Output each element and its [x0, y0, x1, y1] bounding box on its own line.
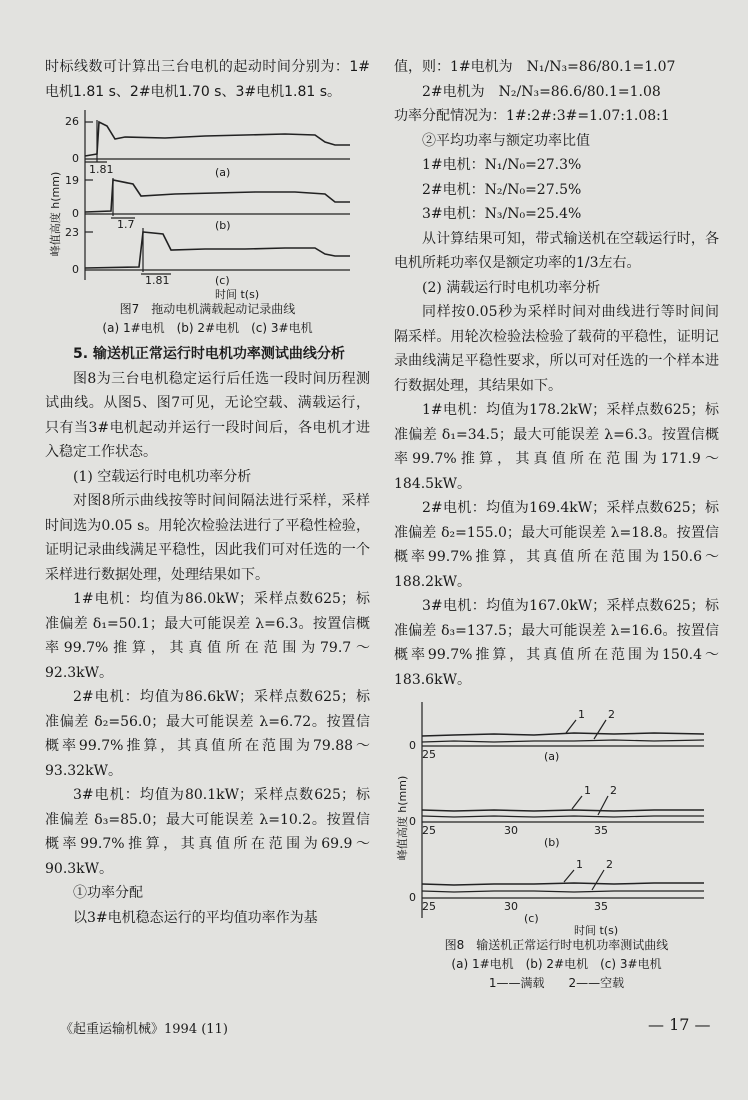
- paragraph: 同样按0.05秒为采样时间对曲线进行等时间间隔采样。用轮次检验法检验了载荷的平稳性，证明记录曲线满足平稳性要求，所以可对任选的一个样本进行数据处理，其结果如下。: [394, 304, 719, 394]
- paragraph: 2#电机：均值为169.4kW；采样点数625；标准偏差 δ₂=155.0；最大可能误差 λ=18.8。按置信概率99.7%推算，其真值所在范围为150.6～188.2kW。: [394, 500, 719, 590]
- curve-label: 1: [584, 784, 591, 797]
- figure-8-xlabel: 时间 t(s): [574, 924, 619, 936]
- tick-label: 23: [65, 226, 79, 239]
- tick-label: 19: [65, 174, 79, 187]
- page-number: — 17 —: [648, 1015, 711, 1034]
- time-mark-label: 1.81: [145, 274, 170, 287]
- tick-label: 25: [422, 900, 436, 913]
- subplot-label: (b): [544, 836, 560, 849]
- figure-8-subcaption: (a) 1#电机 (b) 2#电机 (c) 3#电机: [451, 957, 662, 971]
- subplot-label: (b): [215, 219, 231, 232]
- figure-7-chart: [45, 104, 370, 300]
- subplot-label: (a): [215, 166, 231, 179]
- paragraph: 3#电机：均值为167.0kW；采样点数625；标准偏差 δ₃=137.5；最大可能误差 λ=16.6。按置信概率99.7%推算，其真值所在范围为150.4～183.6kW。: [394, 598, 719, 688]
- tick-label: 0: [72, 152, 79, 165]
- tick-label: 25: [422, 748, 436, 761]
- subsection-heading: ①功率分配: [73, 885, 143, 901]
- curve-label: 2: [606, 858, 613, 871]
- tick-label: 35: [594, 900, 608, 913]
- time-mark-label: 1.81: [89, 163, 114, 176]
- paragraph: 3#电机：均值为80.1kW；采样点数625；标准偏差 δ₃=85.0；最大可能误差 λ=10.2。按置信概率99.7%推算，其真值所在范围为69.9～90.3kW。: [45, 787, 370, 877]
- subplot-label: (c): [215, 274, 230, 287]
- figure-7-caption: 图7 拖动电机满载起动记录曲线: [119, 302, 296, 316]
- tick-label: 25: [422, 824, 436, 837]
- subplot-label: (c): [524, 912, 539, 925]
- paragraph: 以3#电机稳态运行的平均值功率作为基: [73, 909, 318, 926]
- curve-label: 2: [610, 784, 617, 797]
- left-column: [45, 55, 370, 930]
- tick-label: 0: [409, 891, 416, 904]
- figure-8-chart: [394, 698, 719, 936]
- figure-7-xlabel: 时间 t(s): [215, 288, 260, 300]
- ratio-line: 3#电机：N₃/N₀=25.4%: [422, 206, 582, 222]
- time-mark-label: 1.7: [117, 218, 135, 231]
- paragraph: 1#电机：均值为86.0kW；采样点数625；标准偏差 δ₁=50.1；最大可能误差 λ=6.3。按置信概率99.7%推算，其真值所在范围为79.7～92.3kW。: [45, 591, 370, 681]
- paragraph: 图8为三台电机稳定运行后任选一段时间历程测试曲线。从图5、图7可见，无论空载、满载运行，只有当3#电机起动并运行一段时间后，各电机才进入稳定工作状态。: [45, 370, 370, 460]
- paragraph: 对图8所示曲线按等时间间隔法进行采样，采样时间选为0.05 s。用轮次检验法进行了平稳性检验，证明记录曲线满足平稳性，因此我们可对任选的一个采样进行数据处理，处理结果如下。: [45, 493, 370, 583]
- figure-8-ylabel: 峰值高度 h(mm): [396, 775, 409, 861]
- ratio-line: 1#电机：N₁/N₀=27.3%: [422, 157, 582, 173]
- figure-8-caption: 图8 输送机正常运行时电机功率测试曲线: [444, 938, 669, 952]
- tick-label: 30: [504, 824, 518, 837]
- figure-7-subcaption: (a) 1#电机 (b) 2#电机 (c) 3#电机: [102, 321, 313, 335]
- subsection-heading: ②平均功率与额定功率比值: [422, 132, 590, 149]
- paragraph: 2#电机：均值为86.6kW；采样点数625；标准偏差 δ₂=56.0；最大可能误差 λ=6.72。按置信概率99.7%推算，其真值所在范围为79.88～93.32kW。: [45, 689, 370, 779]
- curve-label: 2: [608, 708, 615, 721]
- paragraph: 时标线数可计算出三台电机的起动时间分别为：1#电机1.81 s、2#电机1.70 s、3#电机1.81 s。: [45, 59, 370, 100]
- section-heading: 5. 输送机正常运行时电机功率测试曲线分析: [73, 346, 345, 362]
- formula-line: 功率分配情况为：1#:2#:3#=1.07:1.08:1: [394, 108, 670, 124]
- curve-label: 1: [576, 858, 583, 871]
- tick-label: 35: [594, 824, 608, 837]
- tick-label: 30: [504, 900, 518, 913]
- tick-label: 0: [409, 739, 416, 752]
- subsection-heading: (1) 空载运行时电机功率分析: [73, 468, 252, 485]
- formula-line: 值，则：1#电机为 N₁/N₃=86/80.1=1.07: [394, 59, 676, 75]
- subsection-heading: (2) 满载运行时电机功率分析: [422, 279, 601, 296]
- journal-footer: 《起重运输机械》1994 (11): [60, 1022, 228, 1037]
- figure-8-legend: 1——满载 2——空载: [488, 976, 625, 990]
- tick-label: 0: [409, 815, 416, 828]
- paragraph: 1#电机：均值为178.2kW；采样点数625；标准偏差 δ₁=34.5；最大可能误差 λ=6.3。按置信概率99.7%推算，其真值所在范围为171.9～184.5kW。: [394, 402, 719, 492]
- right-column: [394, 55, 719, 993]
- figure-7-ylabel: 峰值高度 h(mm): [49, 171, 62, 257]
- ratio-line: 2#电机：N₂/N₀=27.5%: [422, 181, 582, 198]
- curve-label: 1: [578, 708, 585, 721]
- tick-label: 26: [65, 115, 79, 128]
- subplot-label: (a): [544, 750, 560, 763]
- formula-line: 2#电机为 N₂/N₃=86.6/80.1=1.08: [422, 83, 661, 100]
- tick-label: 0: [72, 263, 79, 276]
- tick-label: 0: [72, 207, 79, 220]
- paragraph: 从计算结果可知，带式输送机在空载运行时，各电机所耗功率仅是额定功率的1/3左右。: [394, 230, 719, 271]
